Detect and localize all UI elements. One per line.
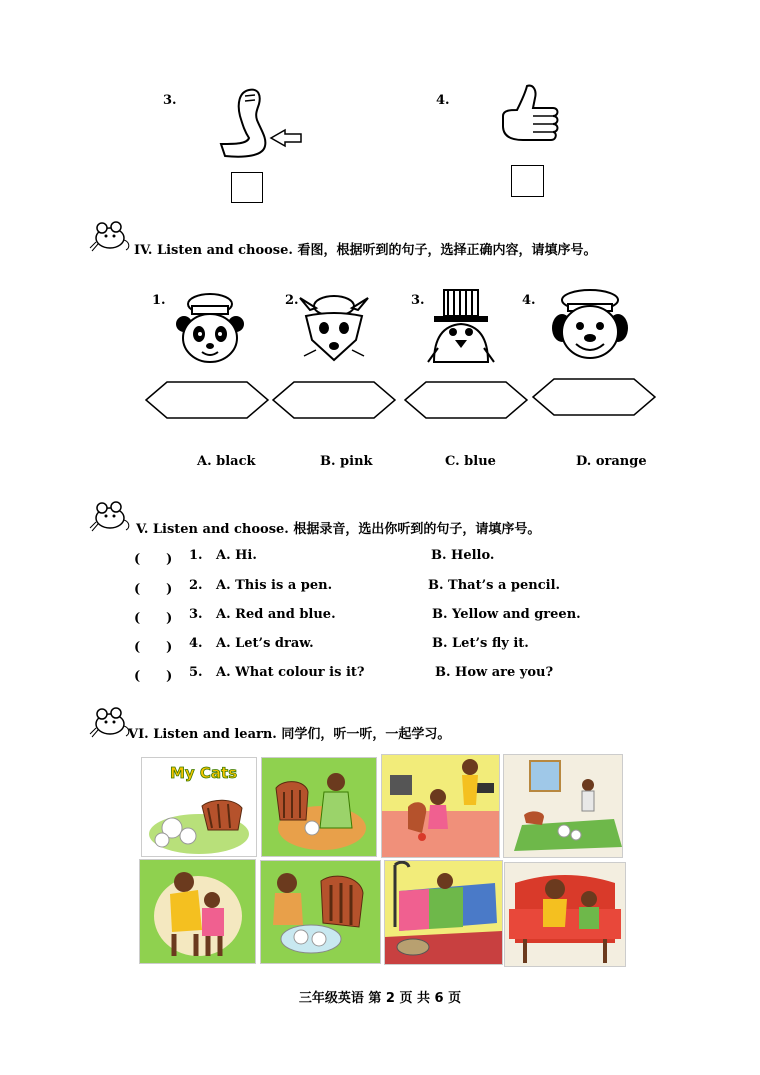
option-label: B. pink [320,454,373,469]
item-number: 2. [285,293,299,308]
fox-with-hat-icon [296,290,372,366]
story-panel [260,860,381,964]
page-footer: 三年级英语 第 2 页 共 6 页 [298,991,462,1006]
option-b: B. Hello. [431,548,495,563]
section-title: VI. Listen and learn. [128,727,277,742]
section-heading [136,518,540,537]
option-a: A. Hi. [216,548,257,563]
section-title: IV. Listen and choose. [134,243,293,258]
option-b: B. Yellow and green. [432,607,581,622]
answer-paren[interactable]: ( ) [134,669,173,684]
question-number: 1. [189,548,203,563]
option-b: B. That’s a pencil. [428,578,561,593]
answer-paren[interactable]: ( ) [134,611,173,626]
dog-chef-icon [548,288,632,364]
answer-paren[interactable]: ( ) [134,552,173,567]
section-instruction: 看图，根据听到的句子，选择正确内容，请填序号。 [297,243,597,258]
option-a: A. Let’s draw. [216,636,314,651]
story-panel [384,860,503,965]
option-label: D. orange [576,454,647,469]
option-b: B. How are you? [435,665,554,680]
section-instruction: 同学们，听一听，一起学习。 [281,727,451,742]
bird-top-hat-icon [424,286,498,366]
question-number: 2. [189,578,203,593]
book-title: My Cats [170,764,238,782]
cats-illustration [142,784,256,856]
option-label: C. blue [445,454,496,469]
item-number: 4. [522,293,536,308]
item-number: 3. [163,93,177,108]
story-illustration [140,860,255,963]
item-number: 1. [152,293,166,308]
mouse-icon [88,218,132,252]
mouse-icon [88,498,132,532]
story-illustration [385,861,502,964]
story-illustration [505,863,625,966]
story-illustration [504,755,622,857]
story-illustration [382,755,499,857]
item-number: 3. [411,293,425,308]
option-a: A. Red and blue. [216,607,336,622]
answer-paren[interactable]: ( ) [134,640,173,655]
section-heading [134,239,596,258]
mouse-icon [88,704,132,738]
question-number: 5. [189,665,203,680]
story-panel [504,862,626,967]
story-panel [503,754,623,858]
item-number: 4. [436,93,450,108]
answer-box[interactable] [231,172,263,203]
panda-chef-icon [170,290,250,370]
answer-paren[interactable]: ( ) [134,582,173,597]
answer-hexagon[interactable] [404,381,528,419]
answer-hexagon[interactable] [145,381,269,419]
question-number: 4. [189,636,203,651]
section-title: V. Listen and choose. [136,522,289,537]
thumbs-up-icon [495,82,561,152]
option-label: A. black [197,454,256,469]
story-panel [261,757,377,857]
story-panel [381,754,500,858]
story-illustration [261,861,380,963]
story-panel [139,859,256,964]
answer-box[interactable] [511,165,544,197]
question-number: 3. [189,607,203,622]
answer-hexagon[interactable] [272,381,396,419]
section-instruction: 根据录音，选出你听到的句子，请填序号。 [293,522,541,537]
arm-muscle-icon [215,86,307,164]
answer-hexagon[interactable] [532,378,656,416]
option-b: B. Let’s fly it. [432,636,529,651]
book-cover-panel [141,757,257,857]
story-illustration [262,758,376,856]
section-heading [128,723,450,742]
option-a: A. This is a pen. [216,578,333,593]
option-a: A. What colour is it? [216,665,365,680]
